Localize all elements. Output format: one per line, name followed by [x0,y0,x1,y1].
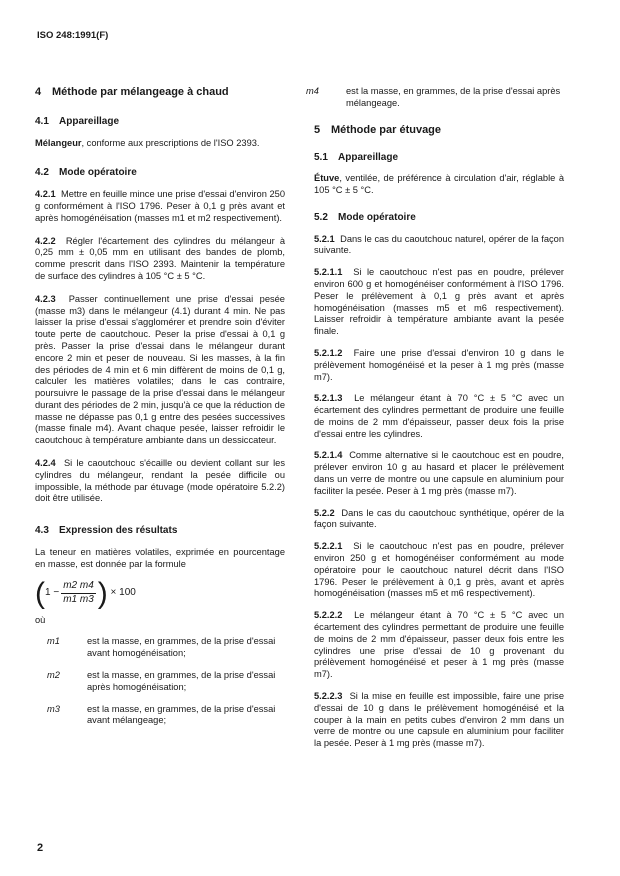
right-column [306,86,564,750]
definition-m3: m3 est la masse, en grammes, de la prise d'essai avant mélangeage; [47,703,276,726]
definition-m1: m1 est la masse, en grammes, de la prise d'essai avant homogénéisation; [47,636,276,659]
clause-5-2-2-1: 5.2.2.1 Si le caoutchouc n'est pas en poudre, prélever environ 250 g et homogénéiser conformément au mode opératoire pour le caoutchouc naturel décrit dans l'ISO 1796. Peser le prélèvement à 0,1 g près, avant et après homogénéisation (masses m5 et m6 respectivement). [314,541,564,599]
section-5-1-text: Étuve, ventilée, de préférence à circulation d'air, réglable à 105 °C ± 5 °C. [314,173,564,196]
section-5-2-heading: 5.2 Mode opératoire [314,211,416,223]
definition-m2: m2 est la masse, en grammes, de la prise d'essai après homogénéisation; [47,669,276,692]
section-4-heading: 4 Méthode par mélangeage à chaud [35,86,229,98]
clause-5-2-1: 5.2.1 Dans le cas du caoutchouc naturel, opérer de la façon suivante. [314,233,564,256]
page-number: 2 [37,842,44,854]
section-4-3-heading: 4.3 Expression des résultats [35,525,178,537]
volatile-matter-formula: ( 1 − $\frac{m2 m4}{m1 m3}$ ) × 100 [35,576,136,610]
clause-4-2-1: 4.2.1 Mettre en feuille mince une prise d'essai d'environ 250 g conformément à l'ISO 1796. Peser à 0,1 g près avant et après homogénéisation (masses m1 et m2 respectivement). [35,189,286,223]
clause-5-2-1-4: 5.2.1.4 Comme alternative si le caoutchouc est en poudre, prélever environ 10 g au hasard et placer le prélèvement dans un verre de montre ou une capsule en aluminium pour faciliter la pesée. Peser à 1 mg près (masse m7). [314,450,564,496]
left-column [35,86,285,727]
section-5-1-heading: 5.1 Appareillage [314,151,399,163]
clause-4-2-3: 4.2.3 Passer continuellement une prise d'essai pesée (masse m3) dans le mélangeur (4.1) durant 4 min. Ne pas laisser la prise d'essai s'agglomérer et prendre soin d'éviter toute perte de caoutchouc. Peser la prise d'essai à 0,1 g près. Passer la prise d'essai dans le mélangeur durant encore 2 min et peser de nouveau. Si les masses, à la fin des périodes de 4 min et 6 min diffèrent de moins de 0,1 g, calculer les matières volatiles; dans le cas contraire, poursuivre le passage de la prise d'essai dans le mélangeur durant des périodes de 2 min, jusqu'à ce que la réduction de masse ne dépasse pas 0,1 g entre des pesées successives (masse finale m4). Avant chaque pesée, laisser refroidir le caoutchouc à température ambiante dans un dessiccateur. [35,293,285,446]
clause-5-2-2: 5.2.2 Dans le cas du caoutchouc synthétique, opérer de la façon suivante. [314,507,564,530]
clause-5-2-2-3: 5.2.2.3 Si la mise en feuille est impossible, faire une prise d'essai de 10 g dans le prélèvement homogénéisé et la couper à la main en petits cubes d'environ 2 mm dans un verre de montre ou une capsule en aluminium pour faciliter la pesée. Peser à 1 mg près (masse m7). [314,691,564,749]
clause-5-2-1-3: 5.2.1.3 Le mélangeur étant à 70 °C ± 5 °C avec un écartement des cylindres permettant de produire une feuille de moins de 2 mm d'épaisseur, passer deux fois la prise d'essai entre les cylindres. [314,393,564,439]
clause-5-2-1-1: 5.2.1.1 Si le caoutchouc n'est pas en poudre, prélever environ 600 g et homogénéiser conformément à l'ISO 1796. Peser le prélèvement à 0,1 g près avant et après homogénéisation (masses m5 et m6 respectivement). Laisser refroidir à température ambiante avant la pesée finale. [314,267,564,337]
clause-5-2-2-2: 5.2.2.2 Le mélangeur étant à 70 °C ± 5 °C avec un écartement des cylindres permettant de produire une feuille de moins de 2 mm d'épaisseur, passer deux fois entre les cylindres une prise d'essai de 10 g provenant du prélèvement homogénéisé et peser à 1 mg près (masse m7). [314,610,564,680]
definition-m4: m4 est la masse, en grammes, de la prise d'essai après mélangeage. [306,86,561,108]
symbol-definitions [35,636,285,727]
section-5-heading: 5 Méthode par étuvage [314,123,442,136]
document-header: ISO 248:1991(F) [37,30,109,41]
clause-4-2-2: 4.2.2 Régler l'écartement des cylindres du mélangeur à 0,25 mm ± 0,05 mm en utilisant des bandes de plomb, comme prescrit dans l'ISO 2393. Maintenir la température de surface des cylindres à 105 °C ± 5 °C. [35,235,285,281]
section-4-2-heading: 4.2 Mode opératoire [35,167,137,179]
clause-5-2-1-2: 5.2.1.2 Faire une prise d'essai d'environ 10 g dans le prélèvement homogénéisé et la peser à 1 mg près (masse m7). [314,347,564,382]
section-4-3-intro: La teneur en matières volatiles, exprimée en pourcentage en masse, est donnée par la formule [35,546,285,569]
section-4-1-text: Mélangeur, conforme aux prescriptions de l'ISO 2393. [35,137,260,148]
where-label: où [35,614,46,625]
section-4-1-heading: 4.1 Appareillage [35,115,120,127]
clause-4-2-4: 4.2.4 Si le caoutchouc s'écaille ou devient collant sur les cylindres du mélangeur, rendant la pesée difficile ou impossible, la méthode par étuvage (mode opératoire 5.2.2) doit être utilisée. [35,458,285,504]
